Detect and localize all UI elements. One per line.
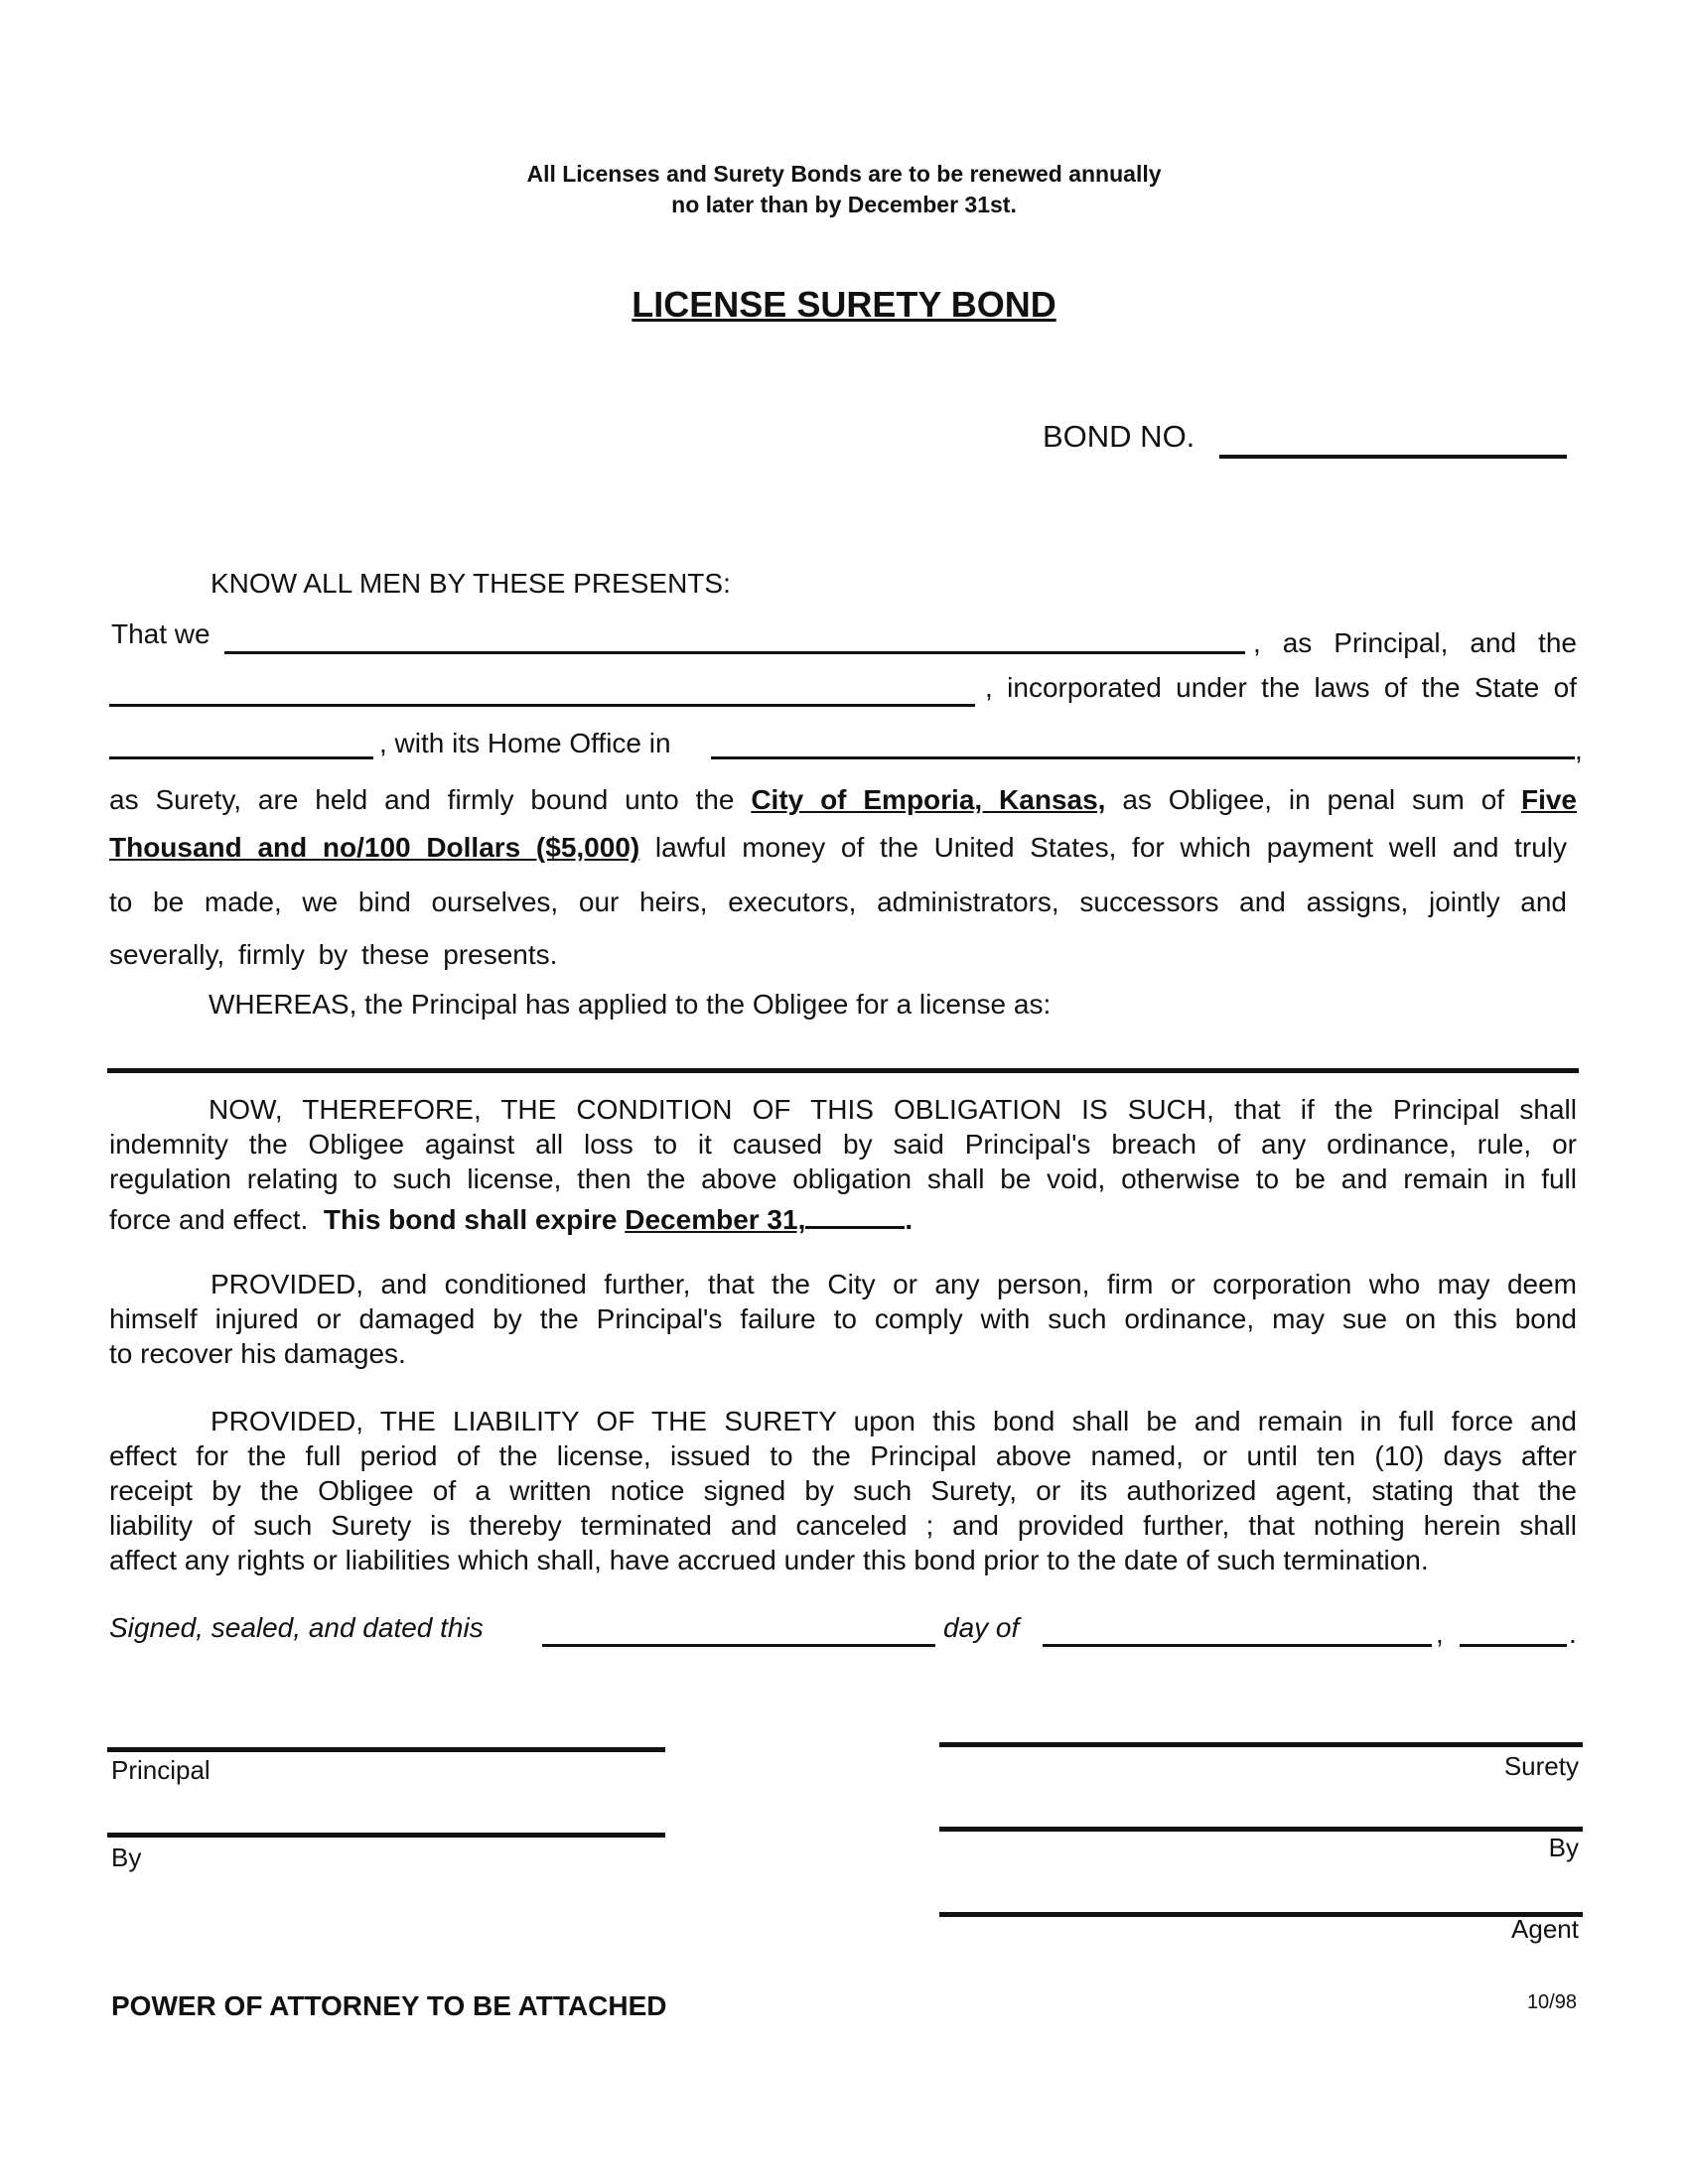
provided2-line-3: receipt by the Obligee of a written notice signed by such Surety, or its authorized agent, stating that the: [109, 1475, 1577, 1506]
day-field[interactable]: [542, 1644, 935, 1647]
as-principal-text: , as Principal, and the: [1253, 627, 1577, 658]
power-of-attorney-note: POWER OF ATTORNEY TO BE ATTACHED: [111, 1990, 667, 2021]
expire-period: .: [905, 1204, 914, 1235]
penal-sum-part2: Thousand and no/100 Dollars ($5,000): [109, 832, 640, 863]
condition-line-1: NOW, THEREFORE, THE CONDITION OF THIS OBLIGATION IS SUCH, that if the Principal shall: [209, 1094, 1577, 1125]
principal-by-label: By: [111, 1843, 142, 1872]
that-we-label: That we: [111, 618, 211, 649]
principal-by-field[interactable]: [107, 1833, 665, 1838]
home-office-field[interactable]: [711, 756, 1575, 759]
principal-name-field[interactable]: [224, 651, 1245, 654]
lawful-money-text: lawful money of the United States, for which payment well and truly: [654, 832, 1568, 863]
surety-signature-field[interactable]: [939, 1742, 1583, 1747]
provided-paragraph-2: [109, 1404, 1577, 1577]
form-code: 10/98: [1526, 1991, 1577, 2013]
as-surety-text: as Surety, are held and firmly bound unto the: [109, 784, 735, 815]
signed-sealed-text: Signed, sealed, and dated this: [109, 1612, 484, 1643]
expire-date: December 31,: [625, 1204, 806, 1235]
surety-label: Surety: [1503, 1751, 1579, 1781]
know-all-men-heading: KNOW ALL MEN BY THESE PRESENTS:: [211, 568, 731, 599]
principal-signature-field[interactable]: [107, 1747, 665, 1752]
surety-by-label: By: [1548, 1833, 1579, 1862]
bond-no-label: BOND NO.: [1043, 419, 1196, 454]
day-of-text: day of: [943, 1612, 1020, 1643]
provided2-line-2: effect for the full period of the license, issued to the Principal above named, or until ten (10) days after: [109, 1440, 1577, 1471]
surety-name-field[interactable]: [109, 704, 975, 707]
provided1-line-1: PROVIDED, and conditioned further, that the City or any person, firm or corporation who may deem: [211, 1269, 1577, 1299]
expire-year-field[interactable]: [805, 1196, 905, 1229]
date-period: .: [1569, 1618, 1577, 1649]
provided1-line-3: to recover his damages.: [109, 1338, 406, 1369]
as-surety-line: [109, 784, 1577, 816]
year-field[interactable]: [1460, 1644, 1567, 1647]
provided2-line-4: liability of such Surety is thereby terminated and canceled ; and provided further, that nothing herein shall: [109, 1510, 1577, 1541]
provided2-line-5: affect any rights or liabilities which shall, have accrued under this bond prior to the date of such termination.: [109, 1545, 1429, 1575]
penal-sum-part1: Five: [1520, 784, 1577, 815]
month-field[interactable]: [1043, 1644, 1432, 1647]
agent-label: Agent: [1511, 1914, 1579, 1944]
penal-sum-line: [109, 832, 1567, 864]
bind-line: to be made, we bind ourselves, our heirs, executors, administrators, successors and assigns, jointly and: [109, 887, 1567, 917]
as-obligee-text: as Obligee, in penal sum of: [1122, 784, 1505, 815]
date-comma: ,: [1436, 1618, 1444, 1649]
condition-line-3: regulation relating to such license, then the above obligation shall be void, otherwise to be and remain in full: [109, 1163, 1577, 1194]
home-office-text: , with its Home Office in: [379, 728, 671, 758]
condition-line-4: [109, 1196, 1577, 1237]
state-of-incorporation-field[interactable]: [109, 756, 373, 759]
condition-paragraph: [109, 1092, 1577, 1237]
provided1-line-2: himself injured or damaged by the Principal's failure to comply with such ordinance, may sue on this bond: [109, 1303, 1577, 1334]
provided2-line-1: PROVIDED, THE LIABILITY OF THE SURETY upon this bond shall be and remain in full force and: [211, 1406, 1577, 1436]
obligee-name: City of Emporia, Kansas,: [751, 784, 1106, 815]
whereas-line: WHEREAS, the Principal has applied to the Obligee for a license as:: [209, 989, 1052, 1020]
document-title: LICENSE SURETY BOND: [632, 284, 1056, 325]
severally-line: severally, firmly by these presents.: [109, 939, 558, 970]
surety-by-field[interactable]: [939, 1827, 1583, 1832]
condition-line-2: indemnity the Obligee against all loss to it caused by said Principal's breach of any ordinance, rule, or: [109, 1129, 1577, 1160]
bond-no-field[interactable]: [1219, 455, 1567, 459]
expire-label: This bond shall expire: [323, 1204, 618, 1235]
provided-paragraph-1: [109, 1267, 1577, 1371]
home-office-comma: ,: [1575, 735, 1583, 765]
renewal-notice-line2: no later than by December 31st.: [671, 192, 1017, 217]
principal-label: Principal: [111, 1755, 211, 1785]
license-type-field[interactable]: [107, 1068, 1579, 1073]
renewal-notice-line1: All Licenses and Surety Bonds are to be renewed annually: [526, 161, 1162, 187]
incorporated-text: , incorporated under the laws of the State of: [985, 672, 1577, 703]
force-effect-text: force and effect.: [109, 1204, 309, 1235]
